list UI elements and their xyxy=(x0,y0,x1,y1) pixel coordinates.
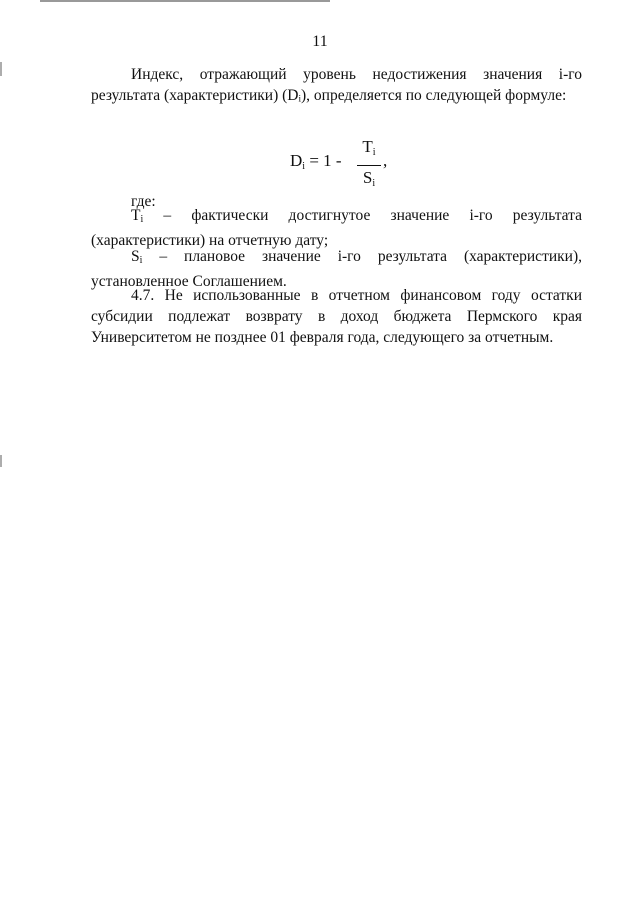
definition-s-sub: i xyxy=(139,255,143,266)
definition-t-text: – фактически достигнутое значение i-го результата (характеристики) на отчетную дату; xyxy=(91,207,582,249)
formula-numerator xyxy=(357,137,381,166)
clause-4-7: 4.7. Не использованные в отчетном финансовом году остатки субсидии подлежат возврату в доход бюджета Пермского края Университетом не позднее 01 февраля года, следующего за отчетным. xyxy=(91,287,582,346)
formula-operator: = 1 - xyxy=(309,151,342,170)
formula-lhs-var: D xyxy=(290,151,303,170)
formula-lhs-sub: i xyxy=(302,161,306,172)
definition-t xyxy=(91,205,582,251)
definition-s-text: – плановое значение i-го результата (характеристики), установленное Соглашением. xyxy=(91,248,582,290)
where-label: где: xyxy=(131,193,156,210)
scan-edge-mark xyxy=(0,62,2,76)
formula-lhs xyxy=(290,151,342,172)
numerator-sub: i xyxy=(372,147,376,158)
formula-fraction xyxy=(357,137,381,194)
intro-paragraph: Индекс, отражающий уровень недостижения значения i-го результата (характеристики) (Dᵢ), определяется по следующей формуле: xyxy=(91,66,582,104)
scan-edge-mark xyxy=(0,455,2,467)
numerator-var: T xyxy=(362,137,373,156)
denominator-sub: i xyxy=(372,178,376,189)
definition-s-symbol: S xyxy=(131,248,140,265)
scan-border-top xyxy=(40,0,330,2)
denominator-var: S xyxy=(362,168,373,187)
definition-t-sub: i xyxy=(140,214,144,225)
formula-denominator xyxy=(357,166,381,194)
definition-t-symbol: T xyxy=(131,207,141,224)
formula-comma: , xyxy=(383,151,388,170)
page-number: 11 xyxy=(312,33,328,50)
